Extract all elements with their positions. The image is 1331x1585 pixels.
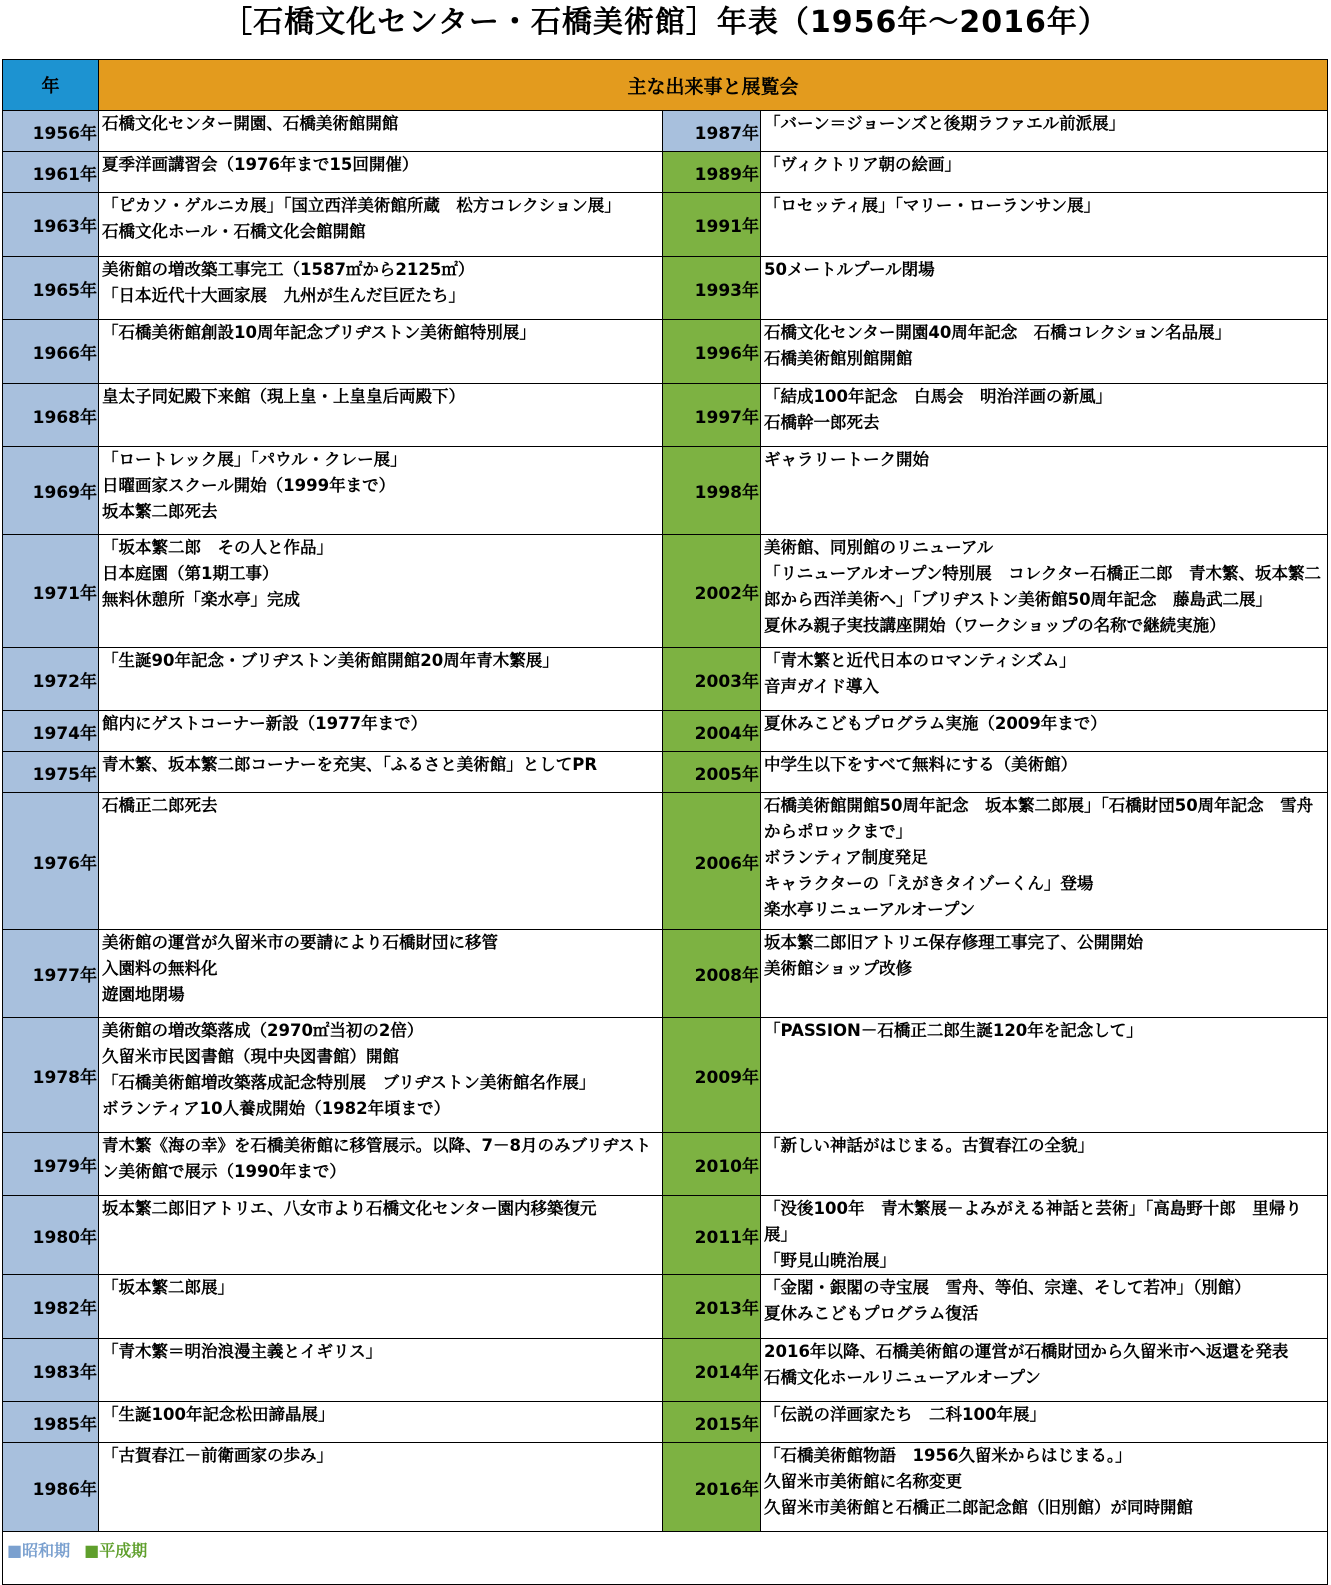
table-row bbox=[3, 320, 1328, 384]
table-row bbox=[3, 1018, 1328, 1133]
right-event-cell: 「新しい神話がはじまる。古賀春江の全貌」 bbox=[761, 1133, 1328, 1196]
right-year-cell: 1998年 bbox=[663, 447, 761, 535]
header-row bbox=[3, 60, 1328, 111]
table-row bbox=[3, 447, 1328, 535]
left-year-cell: 1969年 bbox=[3, 447, 99, 535]
left-event-cell: 「青木繁＝明治浪漫主義とイギリス」 bbox=[99, 1339, 663, 1402]
right-event-cell: 「没後100年 青木繁展－よみがえる神話と芸術」「高島野十郎 里帰り展」 「野見山暁治展」 bbox=[761, 1196, 1328, 1275]
right-year-cell: 2006年 bbox=[663, 793, 761, 930]
left-year-cell: 1963年 bbox=[3, 193, 99, 257]
left-event-cell: 「ロートレック展」「パウル・クレー展」 日曜画家スクール開始（1999年まで） 坂本繁二郎死去 bbox=[99, 447, 663, 535]
timeline-body bbox=[3, 111, 1328, 1532]
right-year-cell: 2014年 bbox=[663, 1339, 761, 1402]
right-year-cell: 2008年 bbox=[663, 930, 761, 1018]
right-event-cell: 「石橋美術館物語 1956久留米からはじまる。」 久留米市美術館に名称変更 久留米市美術館と石橋正二郎記念館（旧別館）が同時開館 bbox=[761, 1443, 1328, 1532]
table-row bbox=[3, 1196, 1328, 1275]
left-year-cell: 1974年 bbox=[3, 711, 99, 752]
legend-showa-label: 昭和期 bbox=[22, 1541, 71, 1560]
events-header: 主な出来事と展覧会 bbox=[99, 60, 1328, 111]
left-event-cell: 「ピカソ・ゲルニカ展」「国立西洋美術館所蔵 松方コレクション展」 石橋文化ホール・石橋文化会館開館 bbox=[99, 193, 663, 257]
left-event-cell: 「古賀春江－前衛画家の歩み」 bbox=[99, 1443, 663, 1532]
right-year-cell: 1996年 bbox=[663, 320, 761, 384]
right-event-cell: 中学生以下をすべて無料にする（美術館） bbox=[761, 752, 1328, 793]
timeline-table bbox=[2, 59, 1328, 1585]
left-year-cell: 1979年 bbox=[3, 1133, 99, 1196]
left-event-cell: 美術館の運営が久留米市の要請により石橋財団に移管 入園料の無料化 遊園地閉場 bbox=[99, 930, 663, 1018]
left-year-cell: 1978年 bbox=[3, 1018, 99, 1133]
left-event-cell: 「石橋美術館創設10周年記念ブリヂストン美術館特別展」 bbox=[99, 320, 663, 384]
left-event-cell: 夏季洋画講習会（1976年まで15回開催） bbox=[99, 152, 663, 193]
left-year-cell: 1965年 bbox=[3, 257, 99, 320]
left-year-cell: 1976年 bbox=[3, 793, 99, 930]
left-year-cell: 1985年 bbox=[3, 1402, 99, 1443]
left-event-cell: 館内にゲストコーナー新設（1977年まで） bbox=[99, 711, 663, 752]
right-event-cell: 坂本繁二郎旧アトリエ保存修理工事完了、公開開始 美術館ショップ改修 bbox=[761, 930, 1328, 1018]
table-row bbox=[3, 1133, 1328, 1196]
right-year-cell: 1989年 bbox=[663, 152, 761, 193]
left-year-cell: 1980年 bbox=[3, 1196, 99, 1275]
right-year-cell: 2003年 bbox=[663, 648, 761, 711]
right-event-cell: 「伝説の洋画家たち 二科100年展」 bbox=[761, 1402, 1328, 1443]
left-year-cell: 1977年 bbox=[3, 930, 99, 1018]
left-year-cell: 1983年 bbox=[3, 1339, 99, 1402]
table-row bbox=[3, 1402, 1328, 1443]
right-event-cell: 美術館、同別館のリニューアル 「リニューアルオープン特別展 コレクター石橋正二郎 青木繁、坂本繁二郎から西洋美術へ」「ブリヂストン美術館50周年記念 藤島武二展」 夏休み親子実技講座開始（ワークショップの名称で継続実施） bbox=[761, 535, 1328, 648]
right-year-cell: 2005年 bbox=[663, 752, 761, 793]
left-year-cell: 1982年 bbox=[3, 1275, 99, 1339]
left-event-cell: 「生誕100年記念松田諦晶展」 bbox=[99, 1402, 663, 1443]
right-event-cell: ギャラリートーク開始 bbox=[761, 447, 1328, 535]
right-event-cell: 「ヴィクトリア朝の絵画」 bbox=[761, 152, 1328, 193]
right-event-cell: 石橋文化センター開園40周年記念 石橋コレクション名品展」 石橋美術館別館開館 bbox=[761, 320, 1328, 384]
table-row bbox=[3, 1443, 1328, 1532]
right-event-cell: 「バーン＝ジョーンズと後期ラファエル前派展」 bbox=[761, 111, 1328, 152]
table-row bbox=[3, 152, 1328, 193]
left-event-cell: 青木繁《海の幸》を石橋美術館に移管展示。以降、7－8月のみブリヂストン美術館で展示（1990年まで） bbox=[99, 1133, 663, 1196]
table-row bbox=[3, 535, 1328, 648]
legend-showa bbox=[7, 1541, 70, 1560]
table-row bbox=[3, 930, 1328, 1018]
table-row bbox=[3, 648, 1328, 711]
left-event-cell: 石橋正二郎死去 bbox=[99, 793, 663, 930]
left-event-cell: 石橋文化センター開園、石橋美術館開館 bbox=[99, 111, 663, 152]
table-row bbox=[3, 111, 1328, 152]
table-row bbox=[3, 793, 1328, 930]
right-event-cell: 「金閣・銀閣の寺宝展 雪舟、等伯、宗達、そして若冲」（別館） 夏休みこどもプログラム復活 bbox=[761, 1275, 1328, 1339]
legend-row bbox=[3, 1532, 1328, 1585]
left-event-cell: 皇太子同妃殿下来館（現上皇・上皇皇后両殿下） bbox=[99, 384, 663, 447]
legend bbox=[3, 1532, 1328, 1585]
left-event-cell: 美術館の増改築工事完工（1587㎡から2125㎡） 「日本近代十大画家展 九州が生んだ巨匠たち」 bbox=[99, 257, 663, 320]
left-event-cell: 坂本繁二郎旧アトリエ、八女市より石橋文化センター園内移築復元 bbox=[99, 1196, 663, 1275]
left-event-cell: 「坂本繁二郎 その人と作品」 日本庭園（第1期工事） 無料休憩所「楽水亭」完成 bbox=[99, 535, 663, 648]
left-year-cell: 1975年 bbox=[3, 752, 99, 793]
right-year-cell: 2013年 bbox=[663, 1275, 761, 1339]
right-year-cell: 1993年 bbox=[663, 257, 761, 320]
left-year-cell: 1972年 bbox=[3, 648, 99, 711]
page-title: ［石橋文化センター・石橋美術館］年表（1956年～2016年） bbox=[222, 5, 1109, 40]
left-event-cell: 美術館の増改築落成（2970㎡当初の2倍） 久留米市民図書館（現中央図書館）開館 「石橋美術館増改築落成記念特別展 ブリヂストン美術館名作展」 ボランティア10人養成開始（1982年頃まで） bbox=[99, 1018, 663, 1133]
left-event-cell: 「生誕90年記念・ブリヂストン美術館開館20周年青木繁展」 bbox=[99, 648, 663, 711]
right-event-cell: 石橋美術館開館50周年記念 坂本繁二郎展」「石橋財団50周年記念 雪舟からポロックまで」 ボランティア制度発足 キャラクターの「えがきタイゾーくん」登場 楽水亭リニューアルオープン bbox=[761, 793, 1328, 930]
right-year-cell: 2015年 bbox=[663, 1402, 761, 1443]
right-event-cell: 「PASSION－石橋正二郎生誕120年を記念して」 bbox=[761, 1018, 1328, 1133]
right-year-cell: 1991年 bbox=[663, 193, 761, 257]
right-event-cell: 夏休みこどもプログラム実施（2009年まで） bbox=[761, 711, 1328, 752]
right-event-cell: 50メートルプール閉場 bbox=[761, 257, 1328, 320]
right-event-cell: 「ロセッティ展」「マリー・ローランサン展」 bbox=[761, 193, 1328, 257]
left-year-cell: 1971年 bbox=[3, 535, 99, 648]
table-row bbox=[3, 257, 1328, 320]
right-year-cell: 2016年 bbox=[663, 1443, 761, 1532]
right-year-cell: 1987年 bbox=[663, 111, 761, 152]
table-row bbox=[3, 384, 1328, 447]
legend-heisei-label: 平成期 bbox=[99, 1541, 148, 1560]
table-row bbox=[3, 752, 1328, 793]
left-event-cell: 「坂本繁二郎展」 bbox=[99, 1275, 663, 1339]
right-year-cell: 2009年 bbox=[663, 1018, 761, 1133]
right-year-cell: 2010年 bbox=[663, 1133, 761, 1196]
right-year-cell: 2002年 bbox=[663, 535, 761, 648]
left-year-cell: 1986年 bbox=[3, 1443, 99, 1532]
legend-showa-square: ■ bbox=[7, 1541, 23, 1560]
table-row bbox=[3, 193, 1328, 257]
year-header: 年 bbox=[3, 60, 99, 111]
left-year-cell: 1956年 bbox=[3, 111, 99, 152]
right-event-cell: 2016年以降、石橋美術館の運営が石橋財団から久留米市へ返還を発表 石橋文化ホールリニューアルオープン bbox=[761, 1339, 1328, 1402]
right-year-cell: 1997年 bbox=[663, 384, 761, 447]
left-event-cell: 青木繁、坂本繁二郎コーナーを充実、「ふるさと美術館」としてPR bbox=[99, 752, 663, 793]
table-row bbox=[3, 1275, 1328, 1339]
table-row bbox=[3, 1339, 1328, 1402]
legend-heisei bbox=[84, 1541, 147, 1560]
right-year-cell: 2011年 bbox=[663, 1196, 761, 1275]
left-year-cell: 1968年 bbox=[3, 384, 99, 447]
legend-heisei-square: ■ bbox=[84, 1541, 100, 1560]
right-event-cell: 「青木繁と近代日本のロマンティシズム」 音声ガイド導入 bbox=[761, 648, 1328, 711]
table-row bbox=[3, 711, 1328, 752]
right-year-cell: 2004年 bbox=[663, 711, 761, 752]
left-year-cell: 1966年 bbox=[3, 320, 99, 384]
right-event-cell: 「結成100年記念 白馬会 明治洋画の新風」 石橋幹一郎死去 bbox=[761, 384, 1328, 447]
left-year-cell: 1961年 bbox=[3, 152, 99, 193]
